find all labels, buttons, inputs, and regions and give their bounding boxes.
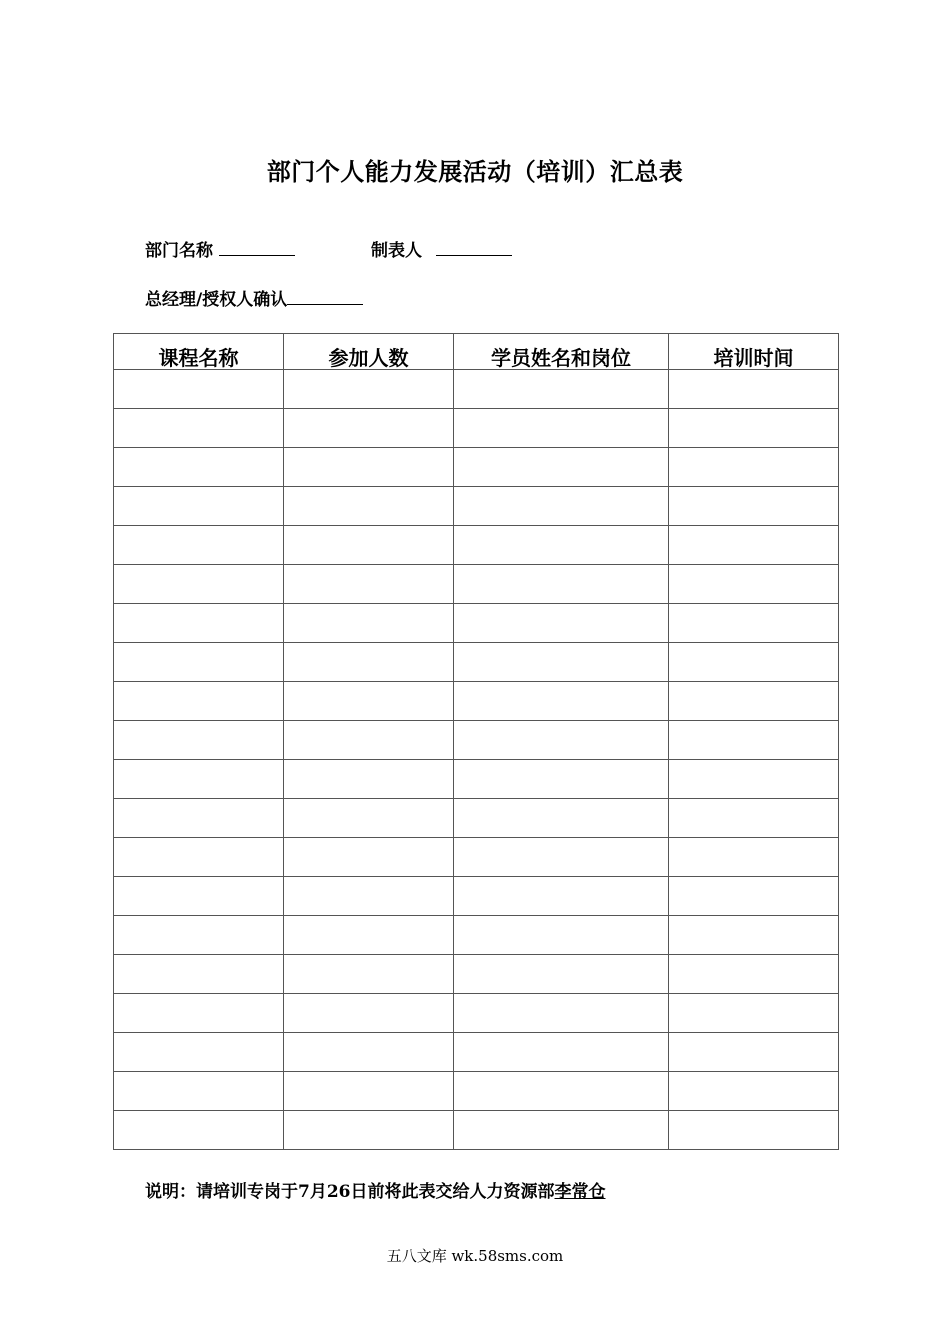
table-row xyxy=(114,916,839,955)
table-cell[interactable] xyxy=(284,1033,454,1072)
dept-name-blank xyxy=(219,241,295,256)
table-cell[interactable] xyxy=(669,487,839,526)
table-row xyxy=(114,487,839,526)
table-body xyxy=(114,370,839,1150)
preparer-blank xyxy=(436,241,512,256)
table-cell[interactable] xyxy=(669,994,839,1033)
table-header-row xyxy=(114,334,839,370)
footer-watermark: 五八文库 wk.58sms.com xyxy=(386,1247,564,1265)
table-cell[interactable] xyxy=(454,370,669,409)
table-cell[interactable] xyxy=(454,721,669,760)
table-cell[interactable] xyxy=(284,799,454,838)
table-cell[interactable] xyxy=(669,370,839,409)
table-row xyxy=(114,721,839,760)
table-cell[interactable] xyxy=(284,370,454,409)
table-cell[interactable] xyxy=(454,955,669,994)
table-cell[interactable] xyxy=(114,1033,284,1072)
table-cell[interactable] xyxy=(669,760,839,799)
table-row xyxy=(114,370,839,409)
table-cell[interactable] xyxy=(454,994,669,1033)
table-cell[interactable] xyxy=(114,487,284,526)
header-training-time: 培训时间 xyxy=(669,334,839,370)
table-cell[interactable] xyxy=(669,643,839,682)
table-cell[interactable] xyxy=(454,877,669,916)
table-cell[interactable] xyxy=(669,721,839,760)
table-cell[interactable] xyxy=(454,409,669,448)
table-cell[interactable] xyxy=(114,994,284,1033)
table-cell[interactable] xyxy=(114,409,284,448)
table-cell[interactable] xyxy=(114,448,284,487)
table-cell[interactable] xyxy=(284,604,454,643)
table-cell[interactable] xyxy=(114,721,284,760)
document-title: 部门个人能力发展活动（培训）汇总表 xyxy=(266,157,684,186)
note-text: 说明：请培训专岗于7月26日前将此表交给人力资源部 xyxy=(145,1182,555,1202)
table-cell[interactable] xyxy=(669,916,839,955)
table-cell[interactable] xyxy=(454,487,669,526)
table-row xyxy=(114,994,839,1033)
table-cell[interactable] xyxy=(669,877,839,916)
note xyxy=(145,1177,606,1202)
table-cell[interactable] xyxy=(114,682,284,721)
table-cell[interactable] xyxy=(284,643,454,682)
table-cell[interactable] xyxy=(284,487,454,526)
table-cell[interactable] xyxy=(114,370,284,409)
table-cell[interactable] xyxy=(284,877,454,916)
table-cell[interactable] xyxy=(284,721,454,760)
table-cell[interactable] xyxy=(284,565,454,604)
table-row xyxy=(114,799,839,838)
table-cell[interactable] xyxy=(454,1111,669,1150)
table-row xyxy=(114,877,839,916)
table-cell[interactable] xyxy=(284,838,454,877)
table-cell[interactable] xyxy=(454,838,669,877)
table-row xyxy=(114,1111,839,1150)
table-row xyxy=(114,604,839,643)
table-cell[interactable] xyxy=(284,916,454,955)
table-row xyxy=(114,448,839,487)
confirm-blank xyxy=(287,290,363,305)
table-row xyxy=(114,1033,839,1072)
dept-name-label: 部门名称 xyxy=(145,241,213,261)
table-cell[interactable] xyxy=(114,1111,284,1150)
table-cell[interactable] xyxy=(669,526,839,565)
table-row xyxy=(114,565,839,604)
table-row xyxy=(114,409,839,448)
table-cell[interactable] xyxy=(454,760,669,799)
table-cell[interactable] xyxy=(454,682,669,721)
table-cell[interactable] xyxy=(114,1072,284,1111)
table-cell[interactable] xyxy=(284,526,454,565)
table-cell[interactable] xyxy=(669,448,839,487)
confirm-row xyxy=(145,285,363,310)
table-row xyxy=(114,1072,839,1111)
table-row xyxy=(114,838,839,877)
table-cell[interactable] xyxy=(669,955,839,994)
table-cell[interactable] xyxy=(284,682,454,721)
table-cell[interactable] xyxy=(114,760,284,799)
table-cell[interactable] xyxy=(284,994,454,1033)
header-course-name: 课程名称 xyxy=(114,334,284,370)
table-cell[interactable] xyxy=(669,1111,839,1150)
table-cell[interactable] xyxy=(669,409,839,448)
header-trainee-name-position: 学员姓名和岗位 xyxy=(454,334,669,370)
table-cell[interactable] xyxy=(284,1111,454,1150)
table-cell[interactable] xyxy=(669,1033,839,1072)
table-cell[interactable] xyxy=(114,643,284,682)
table-cell[interactable] xyxy=(669,604,839,643)
table-cell[interactable] xyxy=(454,1072,669,1111)
table-cell[interactable] xyxy=(114,838,284,877)
table-cell[interactable] xyxy=(284,955,454,994)
table-row xyxy=(114,682,839,721)
header-fields-row xyxy=(145,236,512,261)
table-cell[interactable] xyxy=(454,526,669,565)
table-cell[interactable] xyxy=(454,565,669,604)
table-cell[interactable] xyxy=(284,409,454,448)
table-cell[interactable] xyxy=(114,565,284,604)
table-cell[interactable] xyxy=(114,799,284,838)
confirm-label: 总经理/授权人确认 xyxy=(145,290,288,310)
table-row xyxy=(114,643,839,682)
table-cell[interactable] xyxy=(669,1072,839,1111)
table-cell[interactable] xyxy=(284,760,454,799)
table-cell[interactable] xyxy=(454,604,669,643)
table-cell[interactable] xyxy=(454,643,669,682)
table-cell[interactable] xyxy=(114,955,284,994)
table-cell[interactable] xyxy=(114,604,284,643)
header-participant-count: 参加人数 xyxy=(284,334,454,370)
table-cell[interactable] xyxy=(284,448,454,487)
table-cell[interactable] xyxy=(114,877,284,916)
table-cell[interactable] xyxy=(114,526,284,565)
table-cell[interactable] xyxy=(284,1072,454,1111)
table-row xyxy=(114,526,839,565)
table-row xyxy=(114,760,839,799)
table-cell[interactable] xyxy=(454,799,669,838)
table-cell[interactable] xyxy=(454,916,669,955)
table-cell[interactable] xyxy=(454,448,669,487)
table-cell[interactable] xyxy=(669,838,839,877)
table-cell[interactable] xyxy=(669,799,839,838)
note-person: 李常仓 xyxy=(554,1182,606,1202)
table-cell[interactable] xyxy=(669,682,839,721)
table-cell[interactable] xyxy=(114,916,284,955)
summary-table xyxy=(113,333,839,1150)
preparer-label: 制表人 xyxy=(371,241,422,261)
table-cell[interactable] xyxy=(454,1033,669,1072)
table-cell[interactable] xyxy=(669,565,839,604)
table-row xyxy=(114,955,839,994)
